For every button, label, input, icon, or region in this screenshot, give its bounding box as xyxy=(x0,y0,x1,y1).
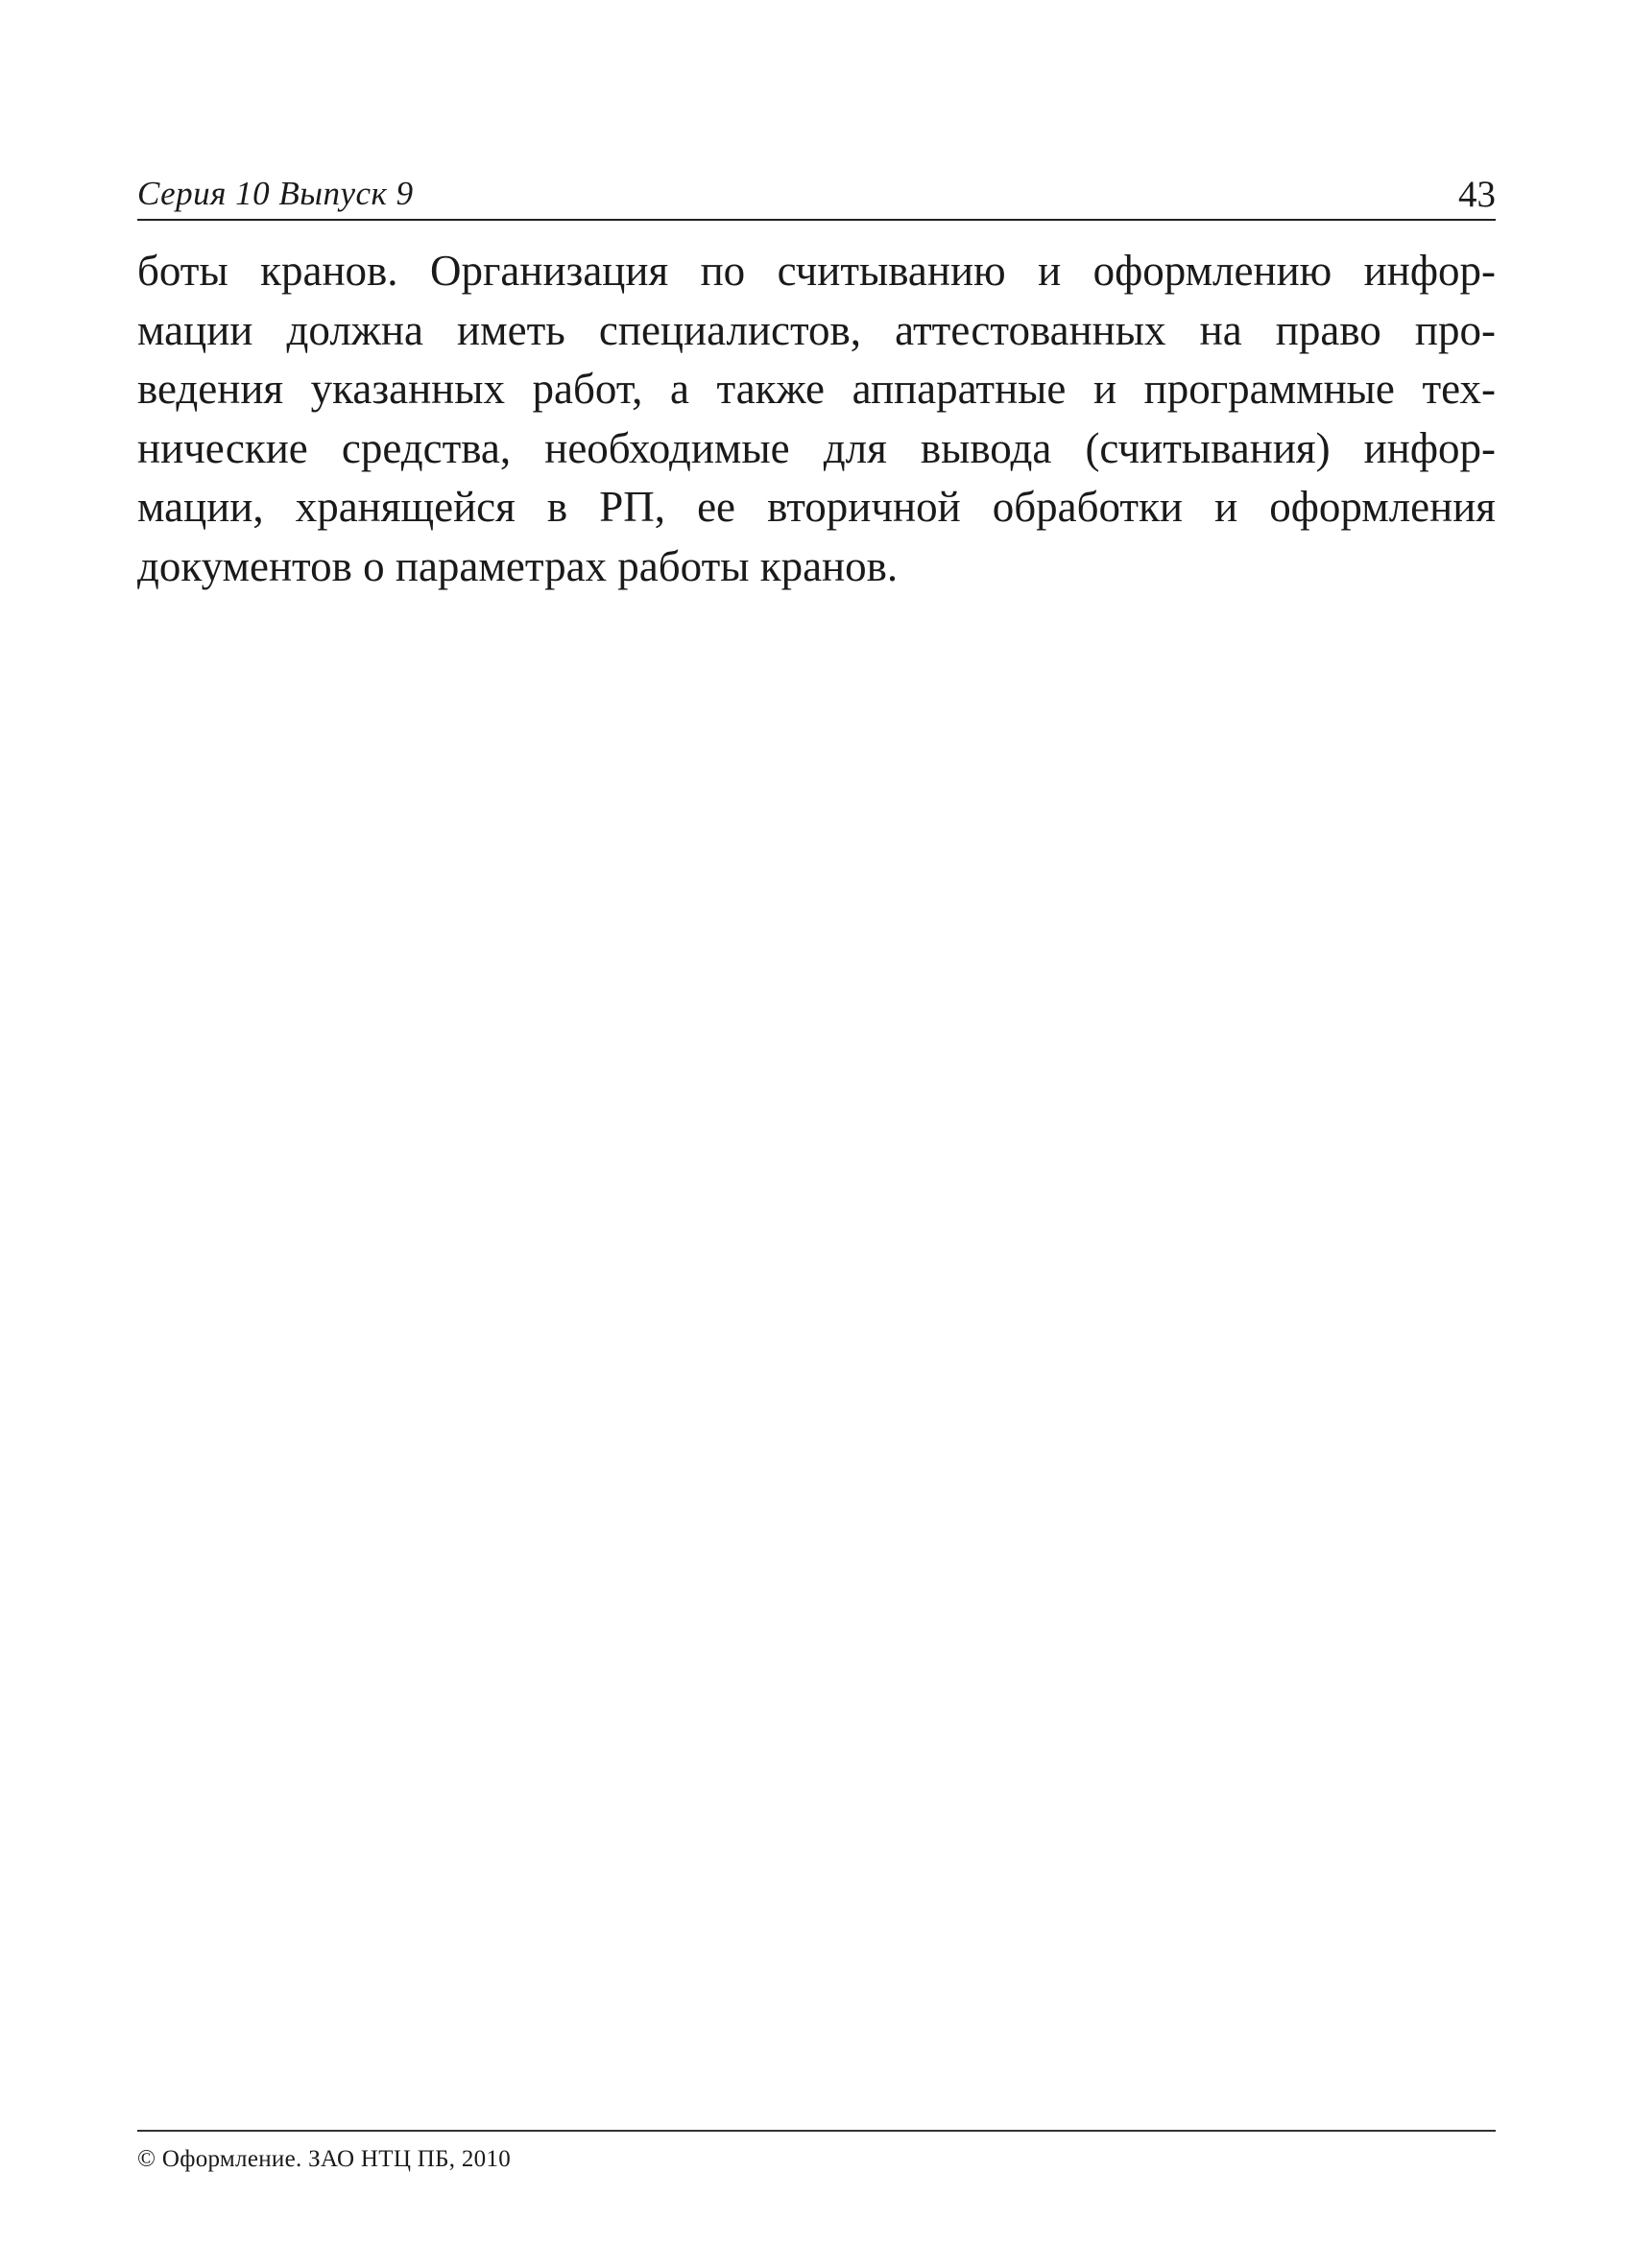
series-issue-label: Серия 10 Выпуск 9 xyxy=(137,175,414,212)
body-line: ведения указанных работ, а также аппаратные и программные тех- xyxy=(137,365,1496,413)
copyright-notice: © Оформление. ЗАО НТЦ ПБ, 2010 xyxy=(137,2146,512,2172)
header-divider xyxy=(137,219,1496,221)
page-number: 43 xyxy=(1458,174,1496,215)
body-paragraph xyxy=(137,242,1496,596)
body-line: мации должна иметь специалистов, аттестованных на право про- xyxy=(137,305,1496,354)
body-line: мации, хранящейся в РП, ее вторичной обработки и оформления xyxy=(137,483,1496,531)
footer-divider xyxy=(137,2130,1496,2132)
running-header xyxy=(137,165,1496,223)
body-line: документов о параметрах работы кранов. xyxy=(137,541,899,590)
body-line: нические средства, необходимые для вывода (считывания) инфор- xyxy=(137,423,1496,472)
body-line: боты кранов. Организация по считыванию и оформлению инфор- xyxy=(137,247,1496,295)
